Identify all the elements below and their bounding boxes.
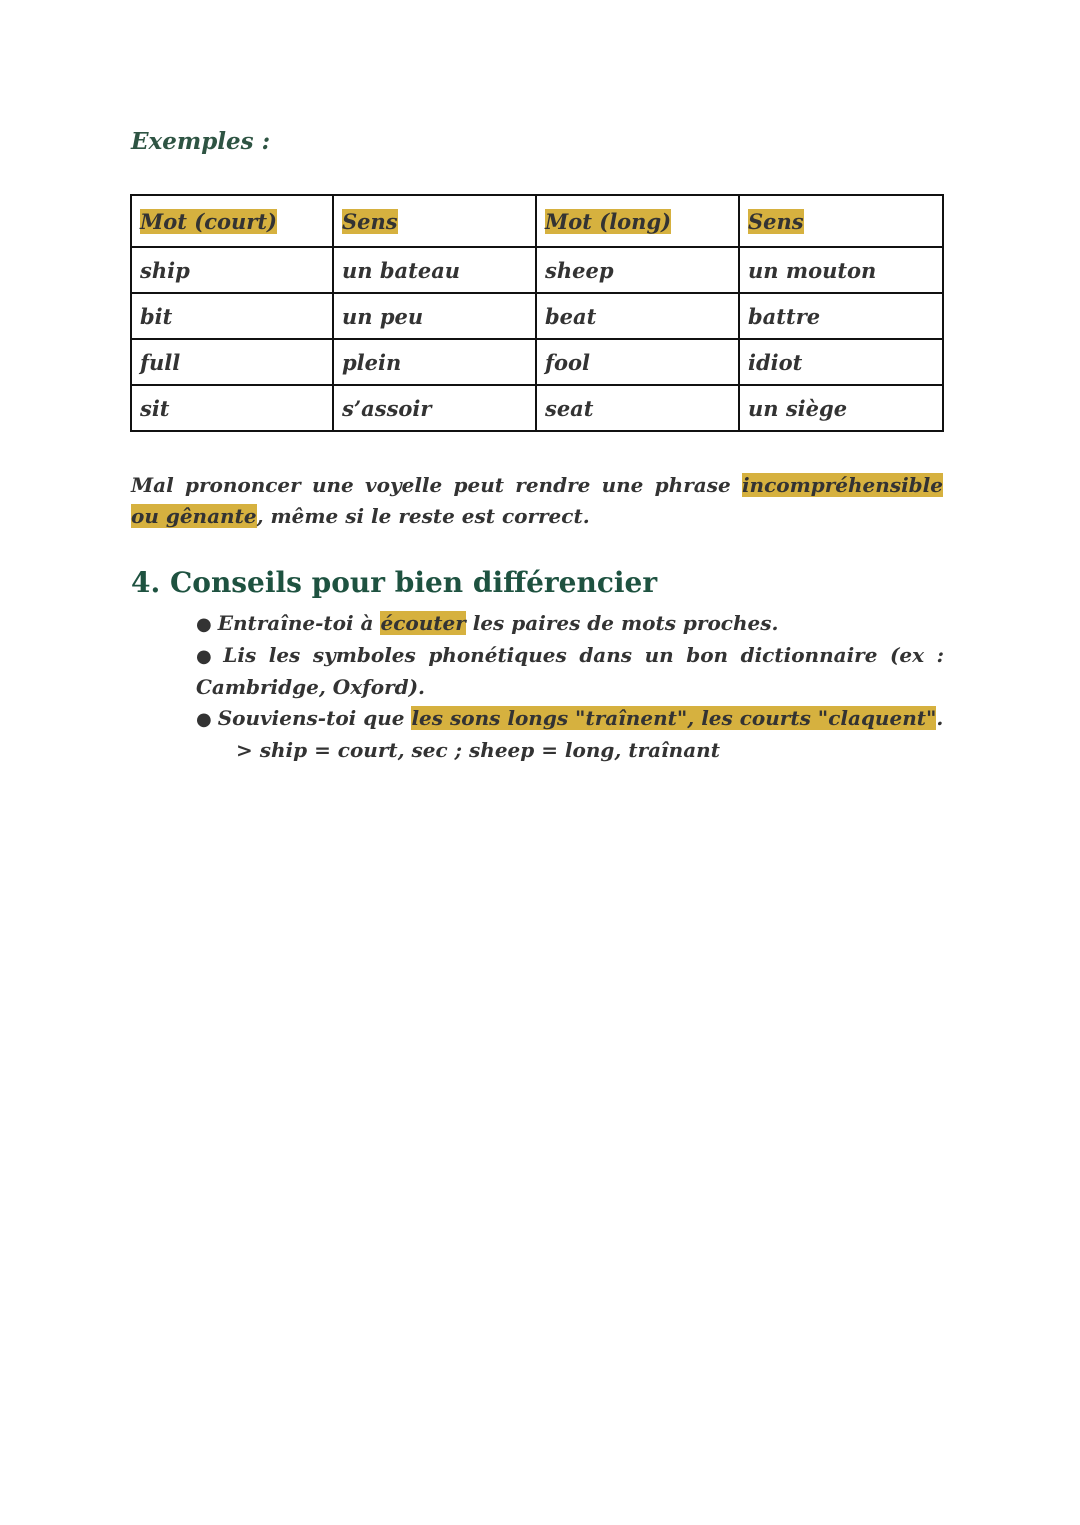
bullet-icon: ●	[196, 614, 212, 635]
mispronunciation-paragraph	[131, 470, 943, 532]
table-cell: un peu	[333, 293, 536, 339]
list-item	[196, 703, 944, 766]
paragraph-text: Mal prononcer une voyelle peut rendre une phrase	[131, 473, 742, 497]
vowel-pairs-table	[130, 194, 944, 432]
header-long-word: Mot (long)	[545, 208, 672, 234]
tip-highlight: écouter	[380, 611, 466, 635]
tip-highlight: les sons longs "traînent", les courts "claquent"	[411, 706, 937, 730]
examples-label: Exemples :	[131, 128, 271, 155]
table-cell: sheep	[536, 247, 739, 293]
section-title: 4. Conseils pour bien différencier	[131, 566, 658, 599]
tip-text-end: .	[936, 706, 944, 730]
table-row	[131, 385, 943, 431]
bullet-icon: ●	[196, 646, 218, 667]
tip-text-end: les paires de mots proches.	[465, 611, 779, 635]
header-short-word: Mot (court)	[140, 208, 277, 234]
table-row	[131, 247, 943, 293]
table-cell: bit	[131, 293, 333, 339]
tip-text: Souviens-toi que	[217, 706, 412, 730]
list-item	[196, 608, 944, 640]
table-cell: idiot	[739, 339, 943, 385]
header-cell	[131, 195, 333, 247]
header-meaning-2: Sens	[748, 208, 804, 234]
list-item	[196, 640, 944, 703]
bullet-icon: ●	[196, 709, 212, 730]
header-meaning-1: Sens	[342, 208, 398, 234]
tip-text: Lis les symboles phonétiques dans un bon dictionnaire (ex : Cambridge, Oxford).	[196, 643, 944, 699]
example-note: > ship = court, sec ; sheep = long, traînant	[236, 738, 720, 762]
table-row	[131, 339, 943, 385]
table-cell: un bateau	[333, 247, 536, 293]
tip-text: Entraîne-toi à	[217, 611, 381, 635]
table-cell: battre	[739, 293, 943, 339]
paragraph-highlight: incompréhensible ou gênante	[131, 473, 943, 528]
header-cell	[333, 195, 536, 247]
table-cell: s’assoir	[333, 385, 536, 431]
tips-list	[196, 608, 944, 766]
table-cell: un siège	[739, 385, 943, 431]
table-cell: sit	[131, 385, 333, 431]
header-cell	[536, 195, 739, 247]
paragraph-text-end: , même si le reste est correct.	[256, 504, 590, 528]
table-cell: fool	[536, 339, 739, 385]
table-cell: full	[131, 339, 333, 385]
table-header-row	[131, 195, 943, 247]
table-cell: plein	[333, 339, 536, 385]
table-row	[131, 293, 943, 339]
header-cell	[739, 195, 943, 247]
table-cell: seat	[536, 385, 739, 431]
table-cell: ship	[131, 247, 333, 293]
table-cell: un mouton	[739, 247, 943, 293]
table-cell: beat	[536, 293, 739, 339]
